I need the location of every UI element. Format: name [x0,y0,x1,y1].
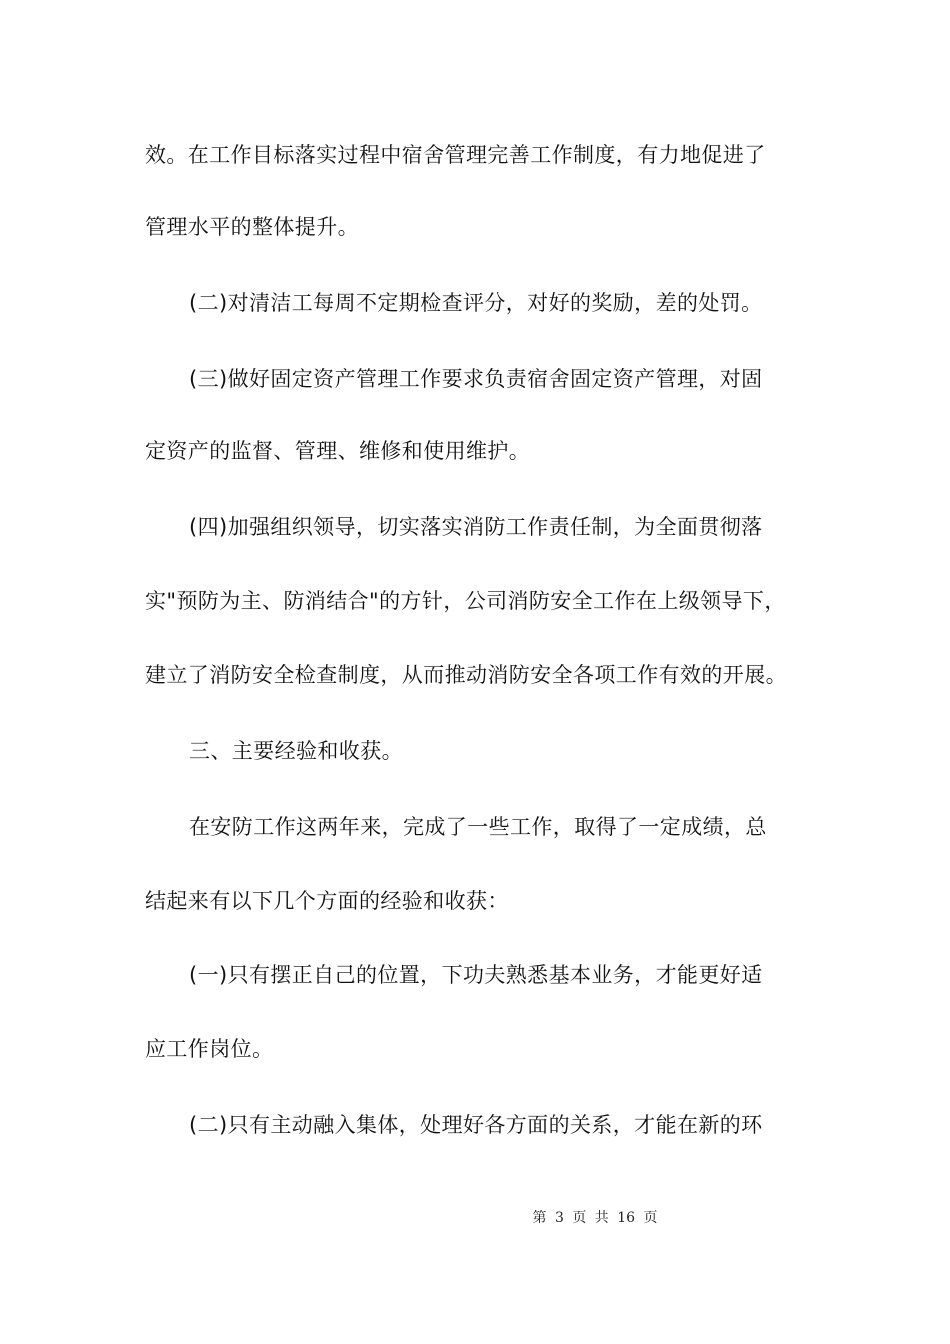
paragraph-line: (二)只有主动融入集体，处理好各方面的关系，才能在新的环 [189,1113,763,1137]
page-label-total-prefix: 共 [594,1210,609,1226]
page-label-suffix: 页 [643,1210,658,1226]
page-label-mid: 页 [572,1210,587,1226]
paragraph-line: 实"预防为主、防消结合"的方针，公司消防安全工作在上级领导下， [145,589,786,613]
total-pages-number: 16 [617,1210,636,1226]
paragraph-line: 应工作岗位。 [145,1037,274,1061]
paragraph-line: 结起来有以下几个方面的经验和收获： [145,889,509,913]
paragraph-line: 管理水平的整体提升。 [145,215,359,239]
section-heading: 三、主要经验和收获。 [189,739,403,763]
paragraph-line: 效。在工作目标落实过程中宿舍管理完善工作制度，有力地促进了 [145,143,766,167]
paragraph-line: 建立了消防安全检查制度，从而推动消防安全各项工作有效的开展。 [145,663,787,687]
current-page-number: 3 [554,1210,564,1226]
paragraph-line: (一)只有摆正自己的位置，下功夫熟悉基本业务，才能更好适 [189,963,763,987]
paragraph-line: 定资产的监督、管理、维修和使用维护。 [145,439,531,463]
paragraph-line: 在安防工作这两年来，完成了一些工作，取得了一定成绩，总 [189,815,767,839]
paragraph-line: (三)做好固定资产管理工作要求负责宿舍固定资产管理，对固 [189,367,763,391]
paragraph-line: (四)加强组织领导，切实落实消防工作责任制，为全面贯彻落 [189,515,763,539]
page-label-prefix: 第 [532,1210,547,1226]
page-number-footer [0,1207,950,1227]
paragraph-line: (二)对清洁工每周不定期检查评分，对好的奖励，差的处罚。 [189,291,763,315]
